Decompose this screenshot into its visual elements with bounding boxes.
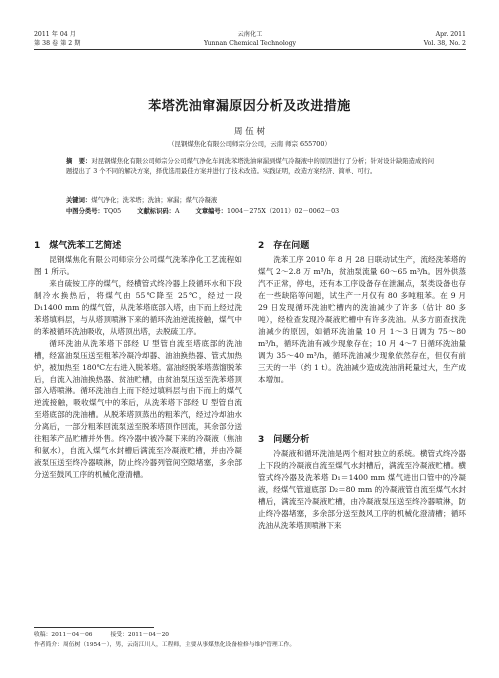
journal-name: 云南化工 <box>237 31 263 38</box>
article-no-value: 1004－275X（2011）02－0062－03 <box>227 208 340 215</box>
right-column-top <box>258 254 466 385</box>
header-volume-en: Vol. 38, No. 2 <box>423 40 466 47</box>
accepted-date: 接受：2011－04－20 <box>110 632 169 638</box>
author-note: 作者简介：周伍树（1954－），男，云南江川人，工程师，主要从事煤焦化设备检修与维护管理工作。 <box>34 642 296 648</box>
header-volume: 第 38 卷 第 2 期 <box>34 40 81 47</box>
clc-label: 中图分类号： <box>66 208 104 215</box>
header-rule <box>34 49 466 50</box>
footnote-rule <box>34 627 154 628</box>
abstract <box>66 157 434 178</box>
header-date-en: Apr. 2011 <box>435 31 466 38</box>
section-1-title: 1 煤气洗苯工艺简述 <box>34 241 122 251</box>
doc-code <box>137 208 179 215</box>
paper-title: 苯塔洗油窜漏原因分析及改进措施 <box>148 99 351 114</box>
section-2-title: 2 存在问题 <box>258 241 310 251</box>
footnote-dates <box>34 631 466 640</box>
doc-code-label: 文献标识码： <box>137 208 175 215</box>
abstract-label: 摘 要： <box>66 158 92 165</box>
abstract-text: 对昆钢煤焦化有限公司师宗分公司煤气净化车间洗苯塔洗油窜漏到煤气冷凝液中的原因进行了分析；针对设计缺陷造成的问题提出了 3 个不同的解决方案，择优选用最佳方案并进行了技术改造。实践证明，改造方案经济、简单、可行。 <box>66 158 435 176</box>
keywords <box>66 196 434 206</box>
paper-affiliation: （昆钢煤焦化有限公司师宗分公司，云南 师宗 655700） <box>168 140 331 148</box>
section-2-para-1: 洗苯工序 2010 年 8 月 28 日联动试生产，流经洗苯塔的煤气 2～2.8 万 m³/h，贫油泵流量 60～65 m³/h。因外供蒸汽不正常，停电，还有本工序设备存在泄漏点，泵类设备也存在一些缺陷等问题，试生产一月仅有 80 多吨粗苯。在 9 月 29 日发现循环洗油贮槽内的洗油减少了许多（估计 80 多吨），经检查发现冷凝液贮槽中有许多洗油。从多方面查找洗油减少的原因，如循环洗油量 10 月 1～3 日调为 75～80 m³/h，循环洗油有减少现象存在；10 月 4～7 日循环洗油量调为 35～40 m³/h，循环洗油减少现象依然存在，但仅有前三天的一半（约 1 t）。洗油减少造成洗油消耗量过大，生产成本增加。 <box>258 255 466 384</box>
doc-code-value: A <box>174 208 180 215</box>
article-no-label: 文章编号： <box>195 208 228 215</box>
paper-author: 周 伍 树 <box>234 127 265 137</box>
clc-value: TQ05 <box>103 208 122 215</box>
classification-line <box>66 207 434 217</box>
right-column-bottom <box>258 448 466 532</box>
keywords-text: 煤气净化；洗苯塔；洗油；窜漏；煤气冷凝液 <box>91 197 218 204</box>
section-1-para-2: 来自硫铵工序的煤气，经横管式终冷器上段循环水和下段制冷水换热后，将煤气由 55℃降至 25℃，经过一段 D₁1400 mm 的煤气管，从洗苯塔底部入塔，由下而上经过洗苯塔填料层，与从塔顶喷淋下来的循环洗油逆流接触，煤气中的苯被循环洗油吸收，从塔顶出塔，去脱硫工序。 <box>34 278 242 336</box>
section-3-para-1: 冷凝液和循环洗油是两个相对独立的系统。横管式终冷器上下段的冷凝液自流至煤气水封槽后，满流至冷凝液贮槽。横管式终冷器及洗苯塔 D₁＝1400 mm 煤气进出口管中的冷凝液，经煤气管道底部 D₂＝80 mm 的冷凝液管自流至煤气水封槽后，满流至冷凝液贮槽，由冷凝液泵压送至终冷器喷淋，防止终冷器堵塞，多余部分送至鼓风工序的机械化澄清槽；循环洗油从洗苯塔顶喷淋下来 <box>258 449 466 530</box>
received-date: 收稿：2011－04－06 <box>34 632 93 638</box>
article-no <box>196 208 340 215</box>
section-1-para-1: 昆钢煤焦化有限公司师宗分公司煤气洗苯净化工艺流程如图 1 所示。 <box>34 255 242 276</box>
left-column <box>34 254 242 481</box>
keywords-label: 关键词： <box>66 197 92 204</box>
header-date: 2011 年 04 月 <box>34 31 76 38</box>
section-3-title: 3 问题分析 <box>258 435 310 445</box>
section-1-para-3: 循环洗油从洗苯塔下部经 U 型管自流至塔底部的洗油槽，经富油泵压送至粗苯冷凝冷却器、油油换热器、管式加热炉，被加热至 180℃左右进入脱苯塔。富油经脱苯塔蒸馏脱苯后，自流入油油换热器、贫油贮槽，由贫油泵压送至洗苯塔顶部入塔喷淋。循环洗油自上而下经过填料层与由下而上的煤气逆流接触，吸收煤气中的苯后，从洗苯塔下部经 U 型管自流至塔底部的洗油槽。从脱苯塔顶蒸出的粗苯汽，经过冷却油水分离后，一部分粗苯回流泵送至脱苯塔顶作回流，其余部分送往粗苯产品贮槽并外售。终冷器中被冷凝下来的冷凝液（焦油和氨水），自流入煤气水封槽后满流至冷凝液贮槽，并由冷凝液泵压送至终冷器喷淋，防止终冷器列管间空隙堵塞，多余部分送至鼓风工序的机械化澄清槽。 <box>34 338 242 480</box>
clc <box>66 208 121 215</box>
journal-name-en: Yunnan Chemical Technology <box>203 40 297 47</box>
